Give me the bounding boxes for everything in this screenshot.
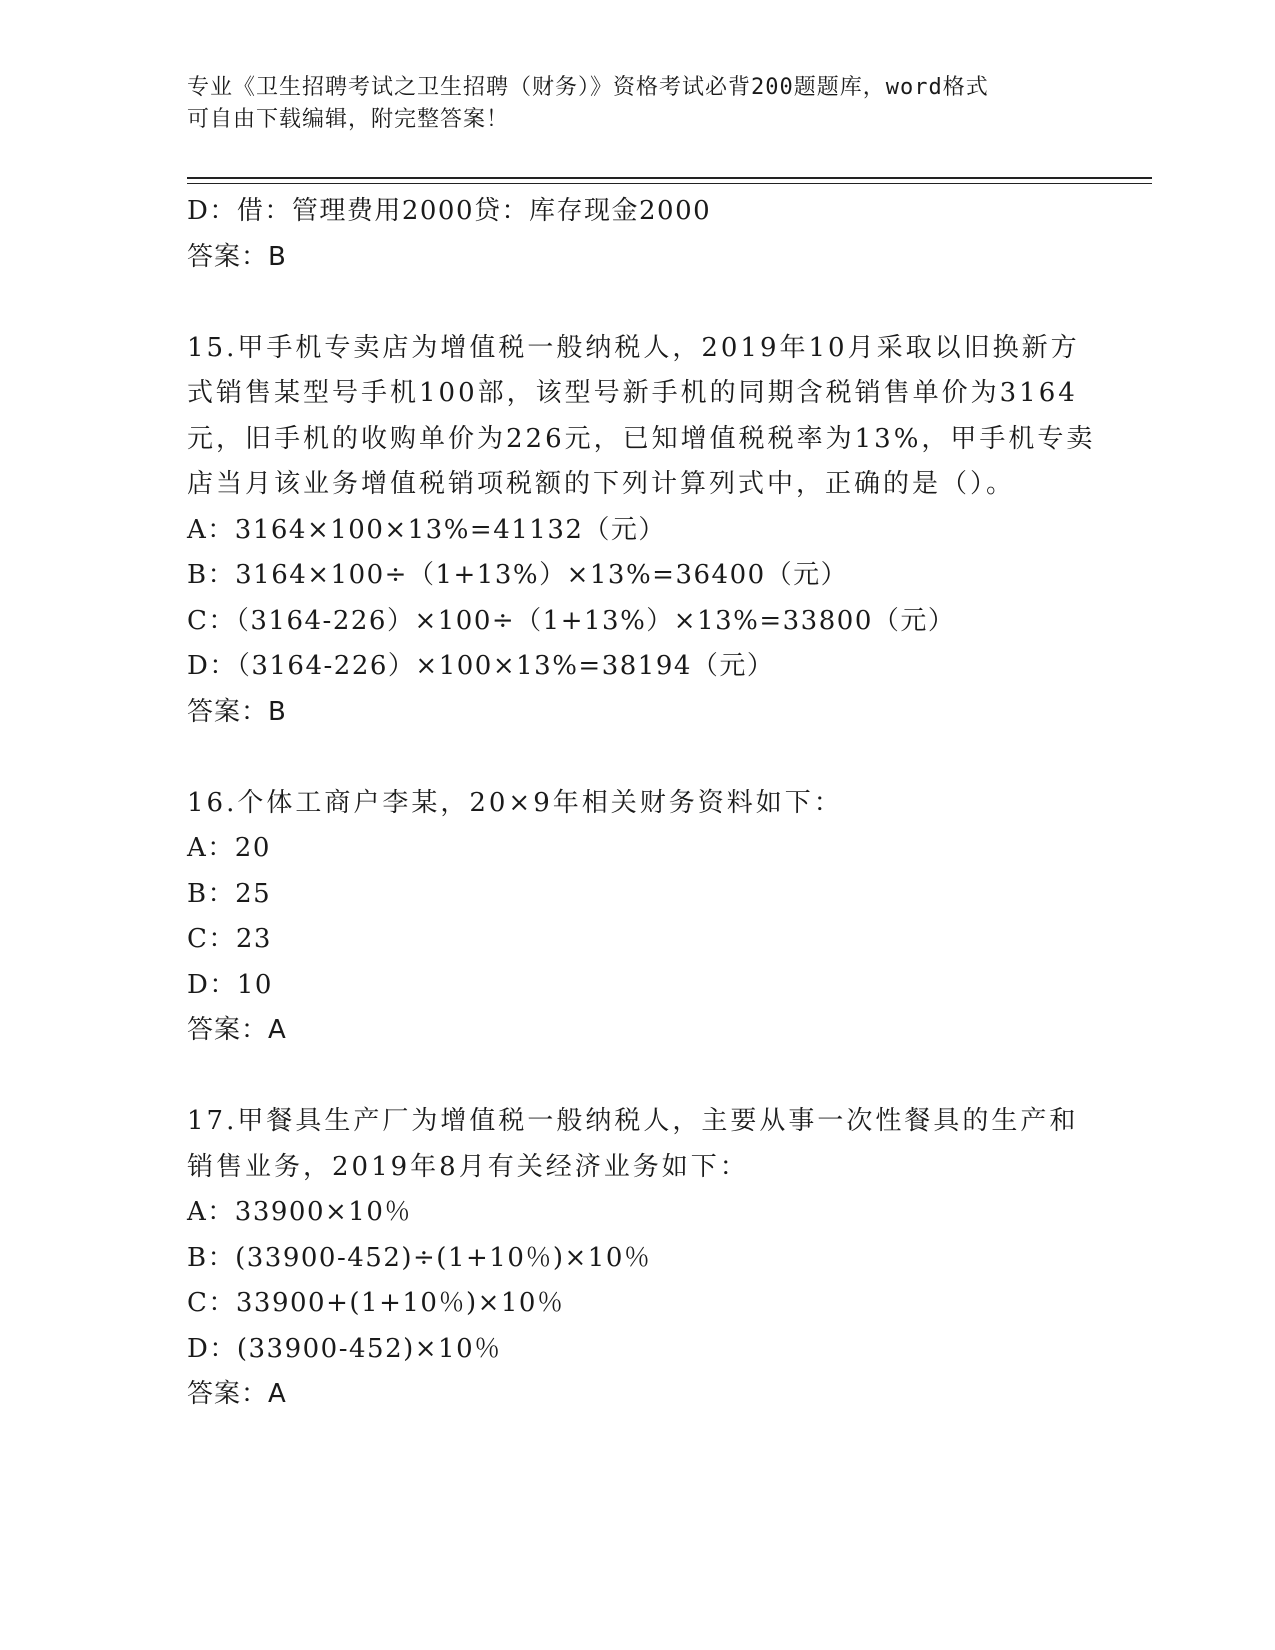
question-17 — [187, 1099, 1087, 1418]
document-header — [187, 72, 1087, 136]
spacer — [187, 280, 1087, 326]
spacer — [187, 735, 1087, 781]
question-stem-line: 15.甲手机专卖店为增值税一般纳税人，2019年10月采取以旧换新方 — [187, 332, 1080, 363]
option-d: D：10 — [187, 969, 273, 1000]
question-15 — [187, 326, 1096, 736]
option-b: B：3164×100÷（1+13%）×13%=36400（元） — [187, 560, 849, 590]
question-stem-line: 16.个体工商户李某，20×9年相关财务资料如下： — [187, 787, 843, 818]
header-divider-thin — [187, 183, 1152, 184]
option-a: A：3164×100×13%=41132（元） — [187, 514, 666, 545]
prev-answer: 答案：B — [187, 241, 287, 272]
option-d: D：（3164-226）×100×13%=38194（元） — [187, 651, 775, 681]
spacer — [187, 1054, 1087, 1100]
prev-option-d: D：借：管理费用2000贷：库存现金2000 — [187, 196, 712, 226]
answer: 答案：B — [187, 696, 287, 727]
header-divider-thick — [187, 177, 1152, 179]
question-content — [187, 189, 1096, 1418]
answer: 答案：A — [187, 1015, 287, 1045]
question-stem-line: 销售业务，2019年8月有关经济业务如下： — [187, 1151, 749, 1182]
question-16 — [187, 781, 1087, 1054]
option-a: A：20 — [187, 833, 271, 863]
option-c: C：33900+(1+10％)×10％ — [187, 1288, 565, 1318]
header-line-1: 专业《卫生招聘考试之卫生招聘（财务）》资格考试必背200题题库，word格式 — [187, 75, 989, 100]
option-c: C：（3164-226）×100÷（1+13%）×13%=33800（元） — [187, 605, 956, 636]
option-c: C：23 — [187, 924, 272, 954]
header-line-2: 可自由下载编辑，附完整答案！ — [187, 107, 510, 132]
question-stem-line: 式销售某型号手机100部，该型号新手机的同期含税销售单价为3164 — [187, 378, 1078, 408]
option-a: A：33900×10％ — [187, 1197, 412, 1227]
question-stem-line: 元，旧手机的收购单价为226元，已知增值税税率为13%，甲手机专卖 — [187, 423, 1096, 454]
option-b: B：25 — [187, 878, 272, 909]
question-stem-line: 店当月该业务增值税销项税额的下列计算列式中，正确的是（）。 — [187, 469, 1016, 499]
question-stem-line: 17.甲餐具生产厂为增值税一般纳税人，主要从事一次性餐具的生产和 — [187, 1106, 1079, 1136]
option-d: D：(33900-452)×10％ — [187, 1333, 502, 1364]
option-b: B：(33900-452)÷(1+10％)×10％ — [187, 1242, 652, 1273]
answer: 答案：A — [187, 1379, 287, 1409]
